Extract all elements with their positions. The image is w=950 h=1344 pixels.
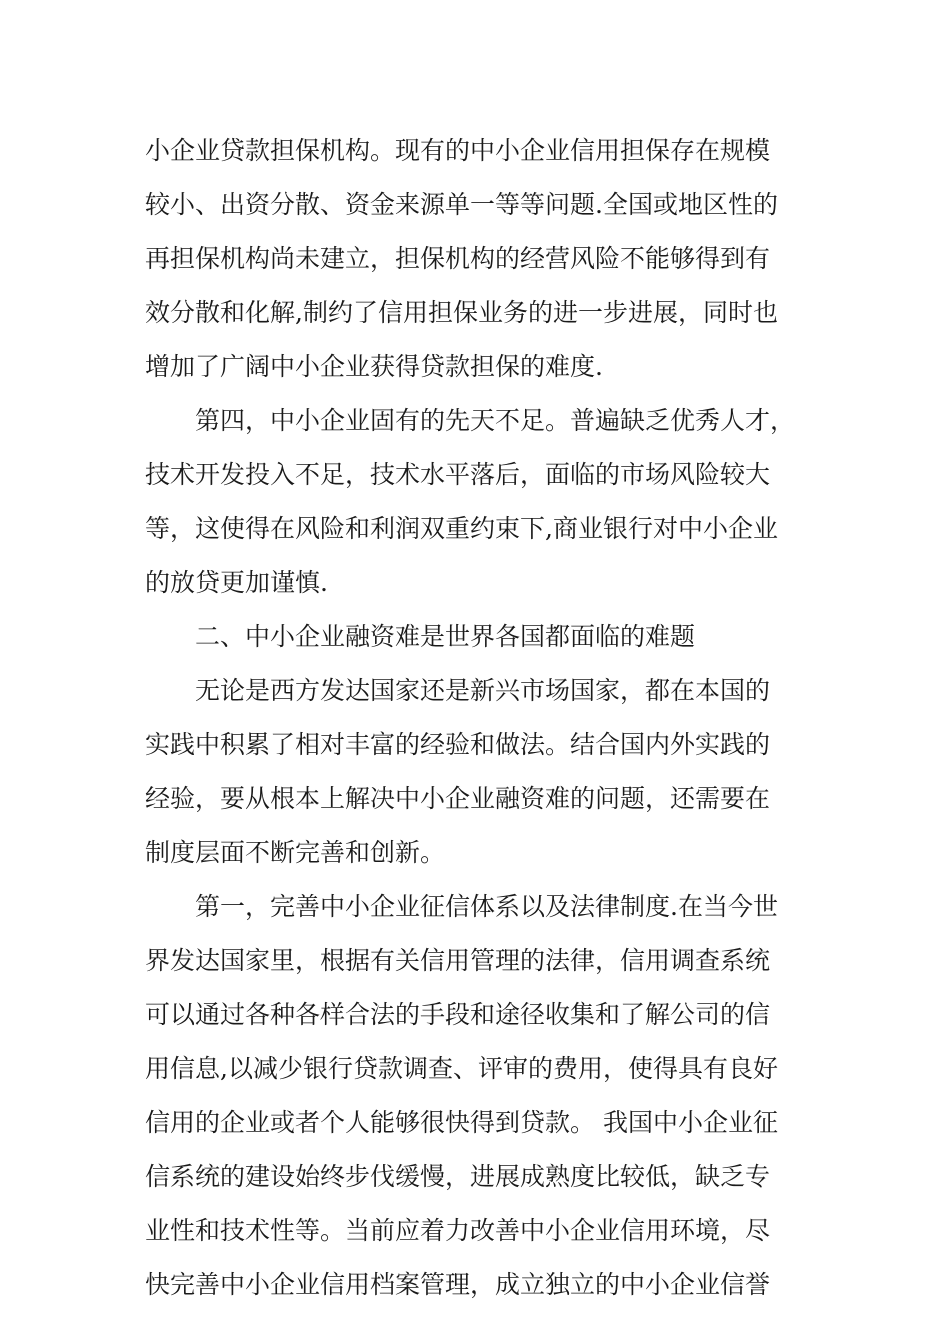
text-line: 技术开发投入不足，技术水平落后，面临的市场风险较大 [145, 460, 771, 489]
paragraph-first-point [145, 880, 795, 1312]
text-line: 实践中积累了相对丰富的经验和做法。结合国内外实践的 [145, 730, 771, 759]
text-line: 界发达国家里，根据有关信用管理的法律，信用调查系统 [145, 946, 771, 975]
text-line: 较小、出资分散、资金来源单一等等问题.全国或地区性的 [145, 190, 778, 219]
text-line: 制度层面不断完善和创新。 [145, 838, 446, 867]
text-line: 第四，中小企业固有的先天不足。普遍缺乏优秀人才， [195, 406, 796, 435]
text-line: 快完善中小企业信用档案管理，成立独立的中小企业信誉 [145, 1270, 771, 1299]
section-heading-two [145, 610, 795, 664]
document-body [145, 124, 795, 1312]
text-line: 业性和技术性等。当前应着力改善中小企业信用环境，尽 [145, 1216, 771, 1245]
paragraph-guarantee-institutions [145, 124, 795, 394]
text-line: 信系统的建设始终步伐缓慢，进展成熟度比较低，缺乏专 [145, 1162, 771, 1191]
text-line: 的放贷更加谨慎. [145, 568, 328, 597]
text-line: 等，这使得在风险和利润双重约束下,商业银行对中小企业 [145, 514, 778, 543]
text-line: 第一，完善中小企业征信体系以及法律制度.在当今世 [195, 892, 778, 921]
text-line: 可以通过各种各样合法的手段和途径收集和了解公司的信 [145, 1000, 771, 1029]
text-line: 信用的企业或者个人能够很快得到贷款。 我国中小企业征 [145, 1108, 778, 1137]
text-line: 增加了广阔中小企业获得贷款担保的难度. [145, 352, 603, 381]
text-line: 用信息,以减少银行贷款调查、评审的费用，使得具有良好 [145, 1054, 778, 1083]
text-line: 效分散和化解,制约了信用担保业务的进一步进展，同时也 [145, 298, 778, 327]
paragraph-international-experience [145, 664, 795, 880]
text-line: 小企业贷款担保机构。现有的中小企业信用担保存在规模 [145, 136, 771, 165]
text-line: 无论是西方发达国家还是新兴市场国家，都在本国的 [195, 676, 771, 705]
paragraph-fourth-point [145, 394, 795, 610]
section-heading-line: 二、中小企业融资难是世界各国都面临的难题 [195, 622, 696, 651]
text-line: 再担保机构尚未建立，担保机构的经营风险不能够得到有 [145, 244, 771, 273]
text-line: 经验，要从根本上解决中小企业融资难的问题，还需要在 [145, 784, 771, 813]
